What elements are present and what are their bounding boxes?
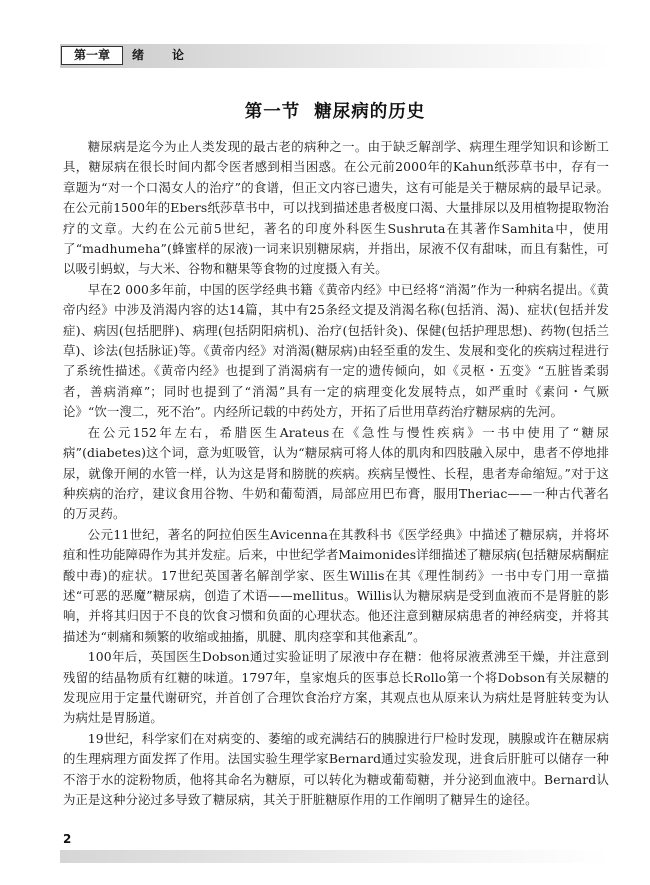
section-title [60, 98, 610, 123]
running-header-title: 绪 论 [132, 48, 193, 62]
chapter-label: 第一章 [61, 46, 123, 65]
page-number: 2 [63, 832, 72, 846]
section-heading: 糖尿病的历史 [314, 102, 426, 122]
section-number: 第一节 [244, 102, 301, 122]
paragraph: 早在2 000多年前，中国的医学经典书籍《黄帝内经》中已经将“消渴”作为一种病名提出。《黄帝内经》中涉及消渴内容的达14篇，其中有25条经文提及消渴名称(包括消、渴)、症状(包括并发症)、病因(包括肥胖)、病理(包括阴阳病机)、治疗(包括针灸)、保健(包括护理思想)、药物(包括兰草)、诊法(包括脉证)等。《黄帝内经》对消渴(糖尿病)由轻至重的发生、发展和变化的疾病过程进行了系统性描述。《黄帝内经》也提到了消渴病有一定的遗传倾向，如《灵枢・五变》“五脏皆柔弱者，善病消瘅”；同时也提到了“消渴”具有一定的病理变化发展特点，如严重时《素问・气厥论》“饮一溲二，死不治”。内经所记载的中药处方，开拓了后世用草药治疗糖尿病的先河。 [63, 281, 609, 420]
paragraph: 在公元152年左右，希腊医生Arateus在《急性与慢性疾病》一书中使用了“糖尿病”(diabetes)这个词，意为虹吸管，认为“糖尿病可将人体的肌肉和四肢融入尿中，患者不停地排尿，就像开闸的水管一样，认为这是肾和膀胱的疾病。疾病呈慢性、长程，患者寿命缩短。”对于这种疾病的治疗，建议食用谷物、牛奶和葡萄酒，局部应用巴布膏，服用Theriac——一种古代著名的万灵药。 [63, 424, 609, 522]
footer-band [60, 850, 610, 863]
paragraph: 100年后，英国医生Dobson通过实验证明了尿液中存在糖：他将尿液煮沸至干燥，并注意到残留的结晶物质有红糖的味道。1797年，皇家炮兵的医事总长Rollo第一个将Dobson有关尿糖的发现应用于定量代谢研究，并首创了合理饮食治疗方案，其观点也从原来认为病灶是肾脏转变为认为病灶是胃肠道。 [63, 649, 609, 726]
body-text [63, 137, 609, 810]
paragraph: 19世纪，科学家们在对病变的、萎缩的或充满结石的胰腺进行尸检时发现，胰腺或许在糖尿病的生理病理方面发挥了作用。法国实验生理学家Bernard通过实验发现，进食后肝脏可以储存一种不溶于水的淀粉物质，他将其命名为糖原，可以转化为糖或葡萄糖，并分泌到血液中。Bernard认为正是这种分泌过多导致了糖尿病，其关于肝脏糖原作用的工作阐明了糖异生的途径。 [63, 730, 609, 807]
paragraph: 糖尿病是迄今为止人类发现的最古老的病种之一。由于缺乏解剖学、病理生理学知识和诊断工具，糖尿病在很长时间内都令医者感到相当困惑。在公元前2000年的Kahun纸莎草书中，存有一章题为“对一个口渴女人的治疗”的食谱，但正文内容已遗失，这有可能是关于糖尿病的最早记录。在公元前1500年的Ebers纸莎草书中，可以找到描述患者极度口渴、大量排尿以及用植物提取物治疗的文章。大约在公元前5世纪，著名的印度外科医生Sushruta在其著作Samhita中，使用了“madhumeha”(蜂蜜样的尿液)一词来识别糖尿病，并指出，尿液不仅有甜味，而且有黏性，可以吸引蚂蚁，与大米、谷物和糖果等食物的过度摄入有关。 [63, 139, 609, 277]
paragraph: 公元11世纪，著名的阿拉伯医生Avicenna在其教科书《医学经典》中描述了糖尿病，并将坏疽和性功能障碍作为其并发症。后来，中世纪学者Maimonides详细描述了糖尿病(包括糖尿病酮症酸中毒)的症状。17世纪英国著名解剖学家、医生Willis在其《理性制药》一书中专门用一章描述“可恶的恶魔”糖尿病，创造了术语——mellitus。Willis认为糖尿病是受到血液而不是肾脏的影响，并将其归因于不良的饮食习惯和负面的心理状态。他还注意到糖尿病患者的神经病变，并将其描述为“刺痛和频繁的收缩或抽搐，肌腱、肌肉痉挛和其他紊乱”。 [63, 526, 609, 644]
